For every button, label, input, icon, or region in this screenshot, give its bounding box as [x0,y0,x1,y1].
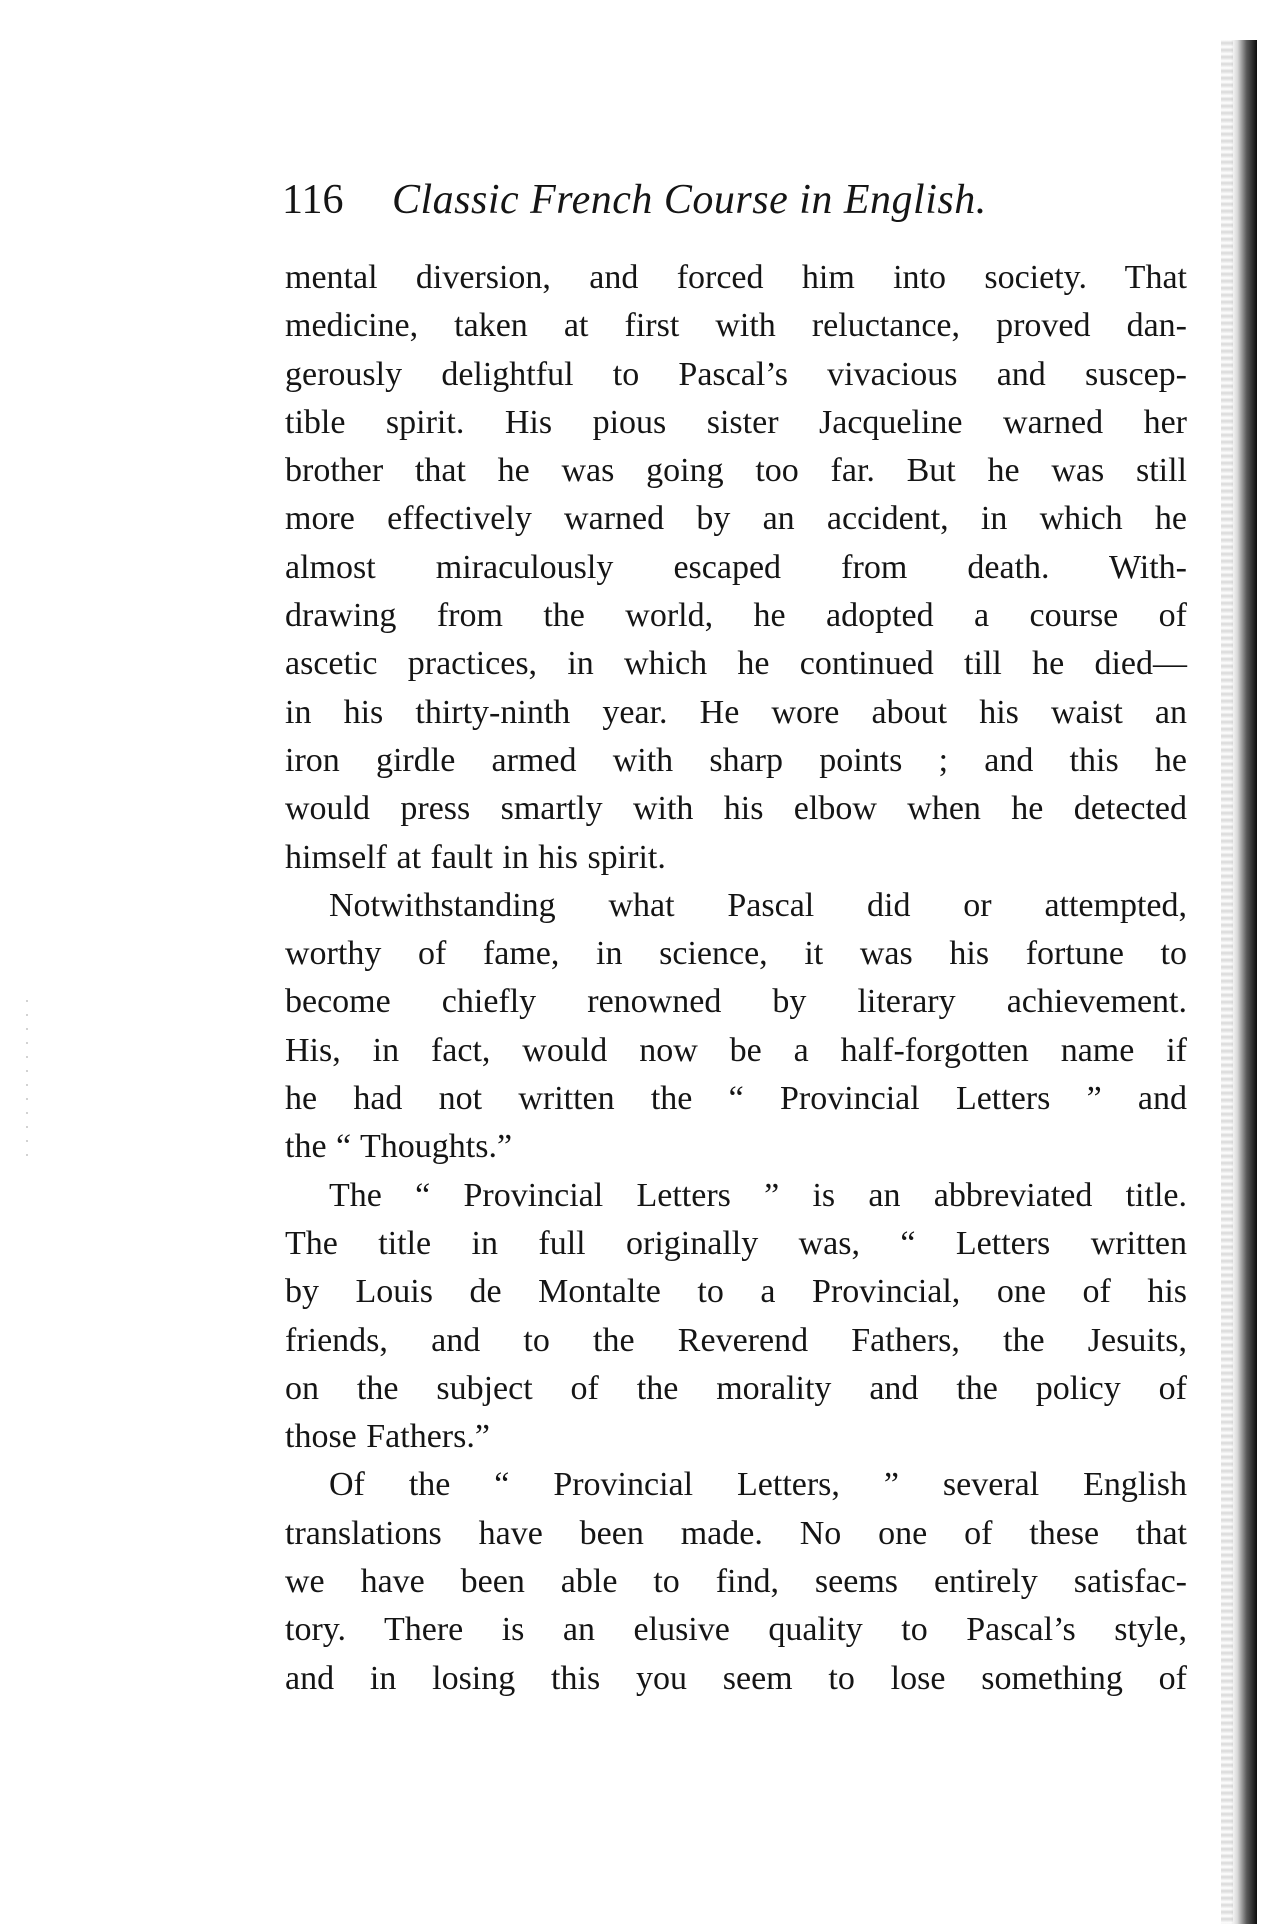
text-line: would press smartly with his elbow when he detected [285,790,1187,828]
text-line: tible spirit. His pious sister Jacqueline warned her [285,403,1187,441]
gutter-marks [26,1000,28,1160]
text-line: by Louis de Montalte to a Provincial, one of his [285,1273,1187,1311]
paragraph-1 [285,254,1187,882]
text-line: mental diversion, and forced him into society. That [285,259,1187,296]
book-title: Classic French Course in English. [391,177,987,223]
paragraph-2 [285,882,1187,1172]
text-line: the “ Thoughts.” [285,1128,513,1166]
page-edge-shadow [1231,40,1257,1924]
text-line: friends, and to the Reverend Fathers, the Jesuits, [285,1321,1187,1359]
text-line: almost miraculously escaped from death. With- [285,548,1187,586]
running-head [282,172,1102,228]
text-line: brother that he was going too far. But he was still [285,452,1187,490]
text-line: ascetic practices, in which he continued till he died— [285,645,1187,683]
text-line: The “ Provincial Letters ” is an abbreviated title. [329,1176,1187,1214]
text-line: His, in fact, would now be a half-forgotten name if [285,1031,1187,1069]
text-line: gerously delightful to Pascal’s vivacious and suscep- [285,355,1187,393]
text-line: worthy of fame, in science, it was his fortune to [285,935,1187,973]
text-line: we have been able to find, seems entirely satisfac- [285,1563,1187,1601]
text-line: tory. There is an elusive quality to Pascal’s style, [285,1611,1187,1649]
text-line: medicine, taken at first with reluctance, proved dan- [285,307,1187,345]
text-line: The title in full originally was, “ Letters written [285,1224,1187,1262]
text-line: in his thirty-ninth year. He wore about his waist an [285,693,1187,731]
text-body [285,254,1187,1703]
text-line: those Fathers.” [285,1418,490,1456]
text-line: translations have been made. No one of these that [285,1514,1187,1552]
text-line: he had not written the “ Provincial Letters ” and [285,1080,1187,1118]
text-line: become chiefly renowned by literary achievement. [285,983,1187,1021]
text-line: iron girdle armed with sharp points ; and this he [285,741,1187,779]
text-line: drawing from the world, he adopted a course of [285,597,1187,635]
text-line: and in losing this you seem to lose something of [285,1659,1187,1697]
text-line: himself at fault in his spirit. [285,838,666,876]
text-line: more effectively warned by an accident, in which he [285,500,1187,538]
text-line: Of the “ Provincial Letters, ” several English [329,1466,1187,1504]
text-line: Notwithstanding what Pascal did or attempted, [329,886,1187,924]
text-line: on the subject of the morality and the policy of [285,1369,1187,1407]
paragraph-4 [285,1461,1187,1702]
paragraph-3 [285,1172,1187,1462]
page-number: 116 [282,177,344,223]
